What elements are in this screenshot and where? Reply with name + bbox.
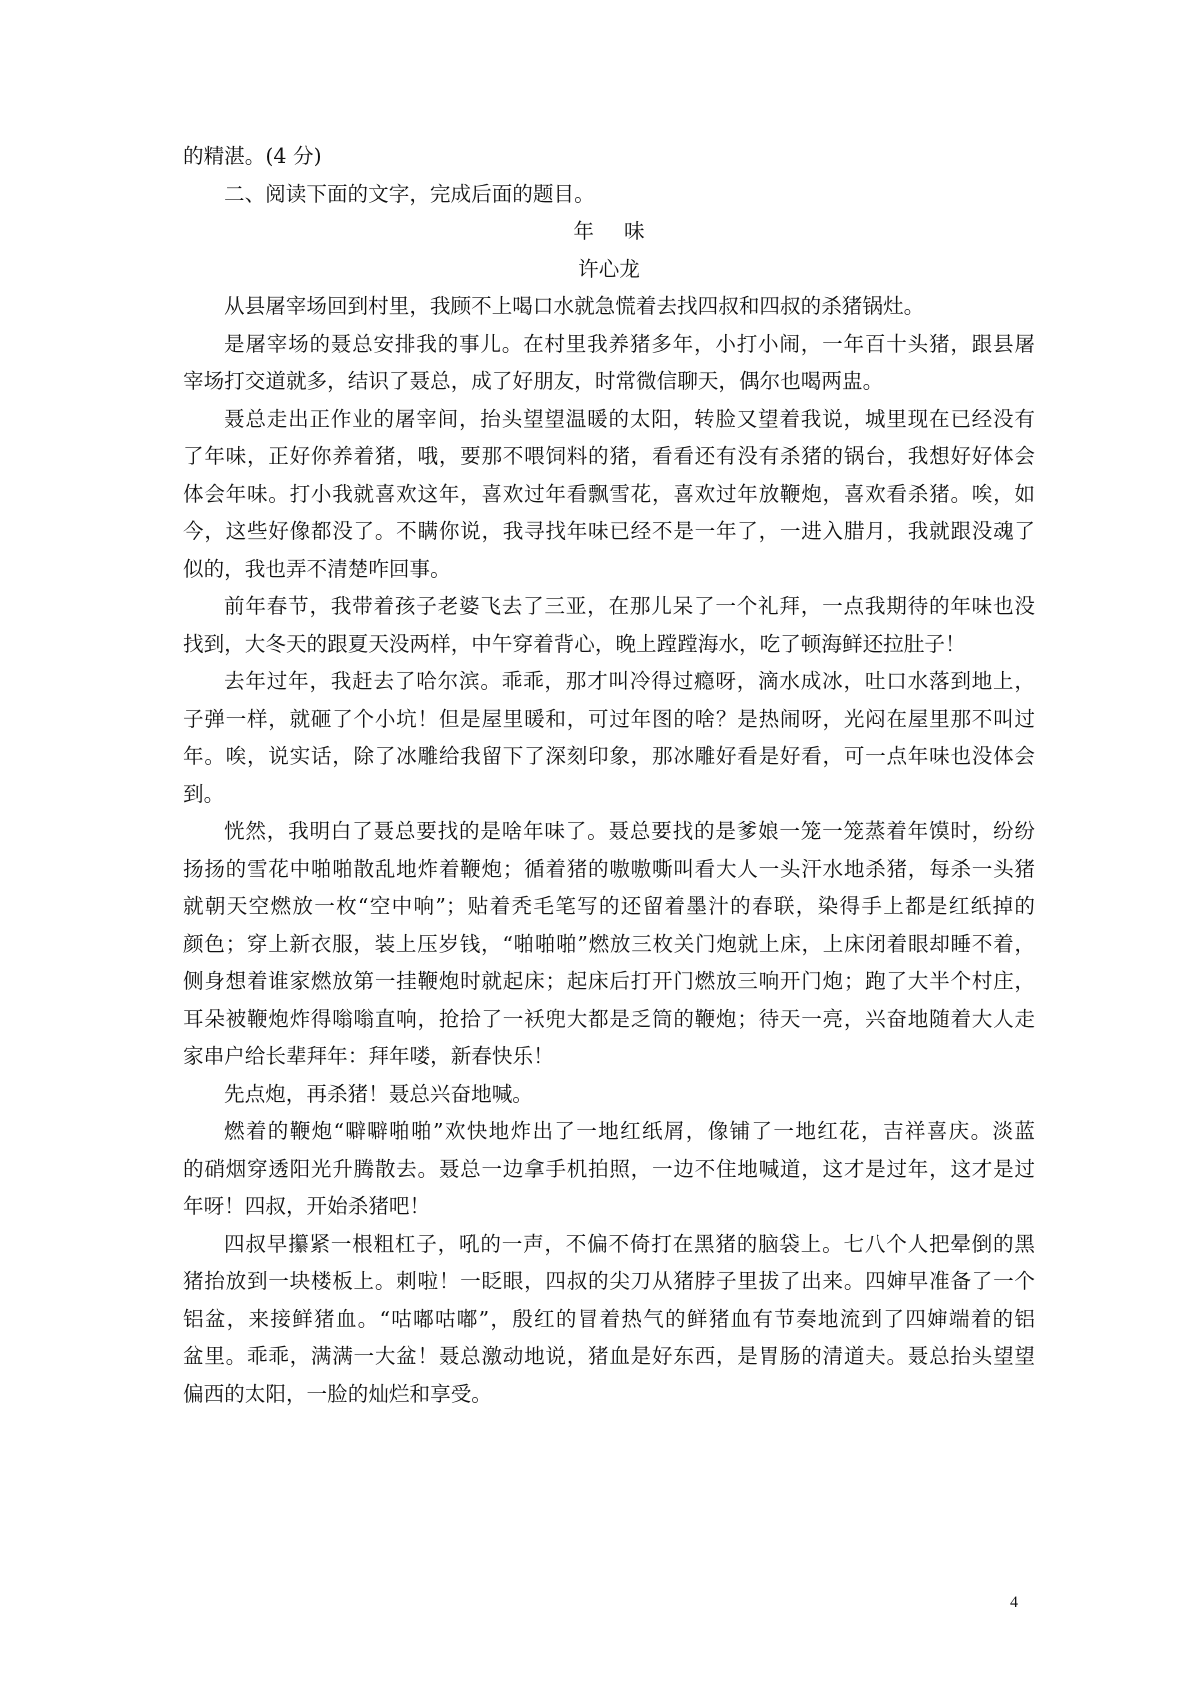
paragraph	[183, 401, 1035, 589]
paragraph-line: 的硝烟穿透阳光升腾散去。聂总一边拿手机拍照，一边不住地喊道，这才是过年，这才是过	[183, 1156, 1035, 1181]
paragraph-line: 去年过年，我赶去了哈尔滨。乖乖，那才叫冷得过瘾呀，滴水成冰，吐口水落到地上，	[224, 669, 1035, 693]
paragraph	[183, 588, 1035, 663]
document-page	[183, 138, 1035, 1413]
article-author: 许心龙	[578, 256, 640, 281]
paragraph-line: 盆里。乖乖，满满一大盆！聂总激动地说，猪血是好东西，是胃肠的清道夫。聂总抬头望望	[183, 1344, 1035, 1368]
paragraph	[183, 326, 1035, 401]
paragraph-line: 先点炮，再杀猪！聂总兴奋地喊。	[224, 1081, 533, 1106]
paragraph-line: 聂总走出正作业的屠宰间，抬头望望温暖的太阳，转脸又望着我说，城里现在已经没有	[224, 406, 1035, 431]
paragraph-line: 年呀！四叔，开始杀猪吧！	[183, 1194, 431, 1218]
paragraph-line: 恍然，我明白了聂总要找的是啥年味了。聂总要找的是爹娘一笼一笼蒸着年馍时，纷纷	[224, 819, 1035, 843]
article-body	[183, 288, 1035, 1413]
paragraph-line: 似的，我也弄不清楚咋回事。	[183, 556, 451, 581]
paragraph-line: 从县屠宰场回到村里，我顾不上喝口水就急慌着去找四叔和四叔的杀猪锅灶。	[224, 294, 925, 318]
paragraph-line: 家串户给长辈拜年：拜年喽，新春快乐！	[183, 1044, 554, 1068]
paragraph-line: 体会年味。打小我就喜欢这年，喜欢过年看飘雪花，喜欢过年放鞭炮，喜欢看杀猪。唉，如	[183, 481, 1035, 506]
paragraph	[183, 1226, 1035, 1414]
paragraph	[183, 288, 1035, 326]
paragraph-line: 宰场打交道就多，结识了聂总，成了好朋友，时常微信聊天，偶尔也喝两盅。	[183, 369, 884, 393]
paragraph-line: 前年春节，我带着孩子老婆飞去了三亚，在那儿呆了一个礼拜，一点我期待的年味也没	[224, 594, 1035, 618]
paragraph-line: 扬扬的雪花中啪啪散乱地炸着鞭炮；循着猪的嗷嗷嘶叫看大人一头汗水地杀猪，每杀一头猪	[183, 856, 1035, 881]
paragraph-line: 了年味，正好你养着猪，哦，要那不喂饲料的猪，看看还有没有杀猪的锅台，我想好好体会	[183, 444, 1035, 468]
paragraph-line: 找到，大冬天的跟夏天没两样，中午穿着背心，晚上蹚蹚海水，吃了顿海鲜还拉肚子！	[183, 631, 966, 656]
paragraph-line: 偏西的太阳，一脸的灿烂和享受。	[183, 1381, 492, 1406]
preceding-question-fragment: 的精湛。(4 分)	[183, 144, 322, 168]
paragraph-line: 侧身想着谁家燃放第一挂鞭炮时就起床；起床后打开门燃放三响开门炮；跑了大半个村庄，	[183, 969, 1035, 993]
paragraph-line: 铝盆，来接鲜猪血。“咕嘟咕嘟”，殷红的冒着热气的鲜猪血有节奏地流到了四婶端着的铝	[183, 1306, 1035, 1331]
paragraph	[183, 1076, 1035, 1114]
paragraph-line: 耳朵被鞭炮炸得嗡嗡直响，抢拾了一袄兜大都是乏筒的鞭炮；待天一亮，兴奋地随着大人走	[183, 1006, 1035, 1031]
paragraph	[183, 1113, 1035, 1226]
paragraph-line: 年。唉，说实话，除了冰雕给我留下了深刻印象，那冰雕好看是好看，可一点年味也没体会	[183, 744, 1035, 768]
paragraph	[183, 663, 1035, 813]
paragraph	[183, 813, 1035, 1076]
article-title: 年味	[573, 219, 675, 243]
paragraph-line: 燃着的鞭炮“噼噼啪啪”欢快地炸出了一地红纸屑，像铺了一地红花，吉祥喜庆。淡蓝	[224, 1119, 1035, 1143]
paragraph-line: 到。	[183, 781, 225, 806]
paragraph-line: 今，这些好像都没了。不瞒你说，我寻找年味已经不是一年了，一进入腊月，我就跟没魂了	[183, 519, 1035, 543]
page-number: 4	[1010, 1594, 1018, 1611]
paragraph-line: 是屠宰场的聂总安排我的事儿。在村里我养猪多年，小打小闹，一年百十头猪，跟县屠	[224, 331, 1035, 356]
question-heading: 二、阅读下面的文字，完成后面的题目。	[224, 181, 595, 206]
paragraph-line: 子弹一样，就砸了个小坑！但是屋里暖和，可过年图的啥？是热闹呀，光闷在屋里那不叫过	[183, 706, 1035, 731]
paragraph-line: 四叔早攥紧一根粗杠子，吼的一声，不偏不倚打在黑猪的脑袋上。七八个人把晕倒的黑	[224, 1231, 1035, 1256]
paragraph-line: 猪抬放到一块楼板上。刺啦！一眨眼，四叔的尖刀从猪脖子里拔了出来。四婶早准备了一个	[183, 1269, 1035, 1293]
paragraph-line: 就朝天空燃放一枚“空中响”；贴着秃毛笔写的还留着墨汁的春联，染得手上都是红纸掉的	[183, 894, 1035, 918]
paragraph-line: 颜色；穿上新衣服，装上压岁钱，“啪啪啪”燃放三枚关门炮就上床，上床闭着眼却睡不着，	[183, 931, 1035, 956]
